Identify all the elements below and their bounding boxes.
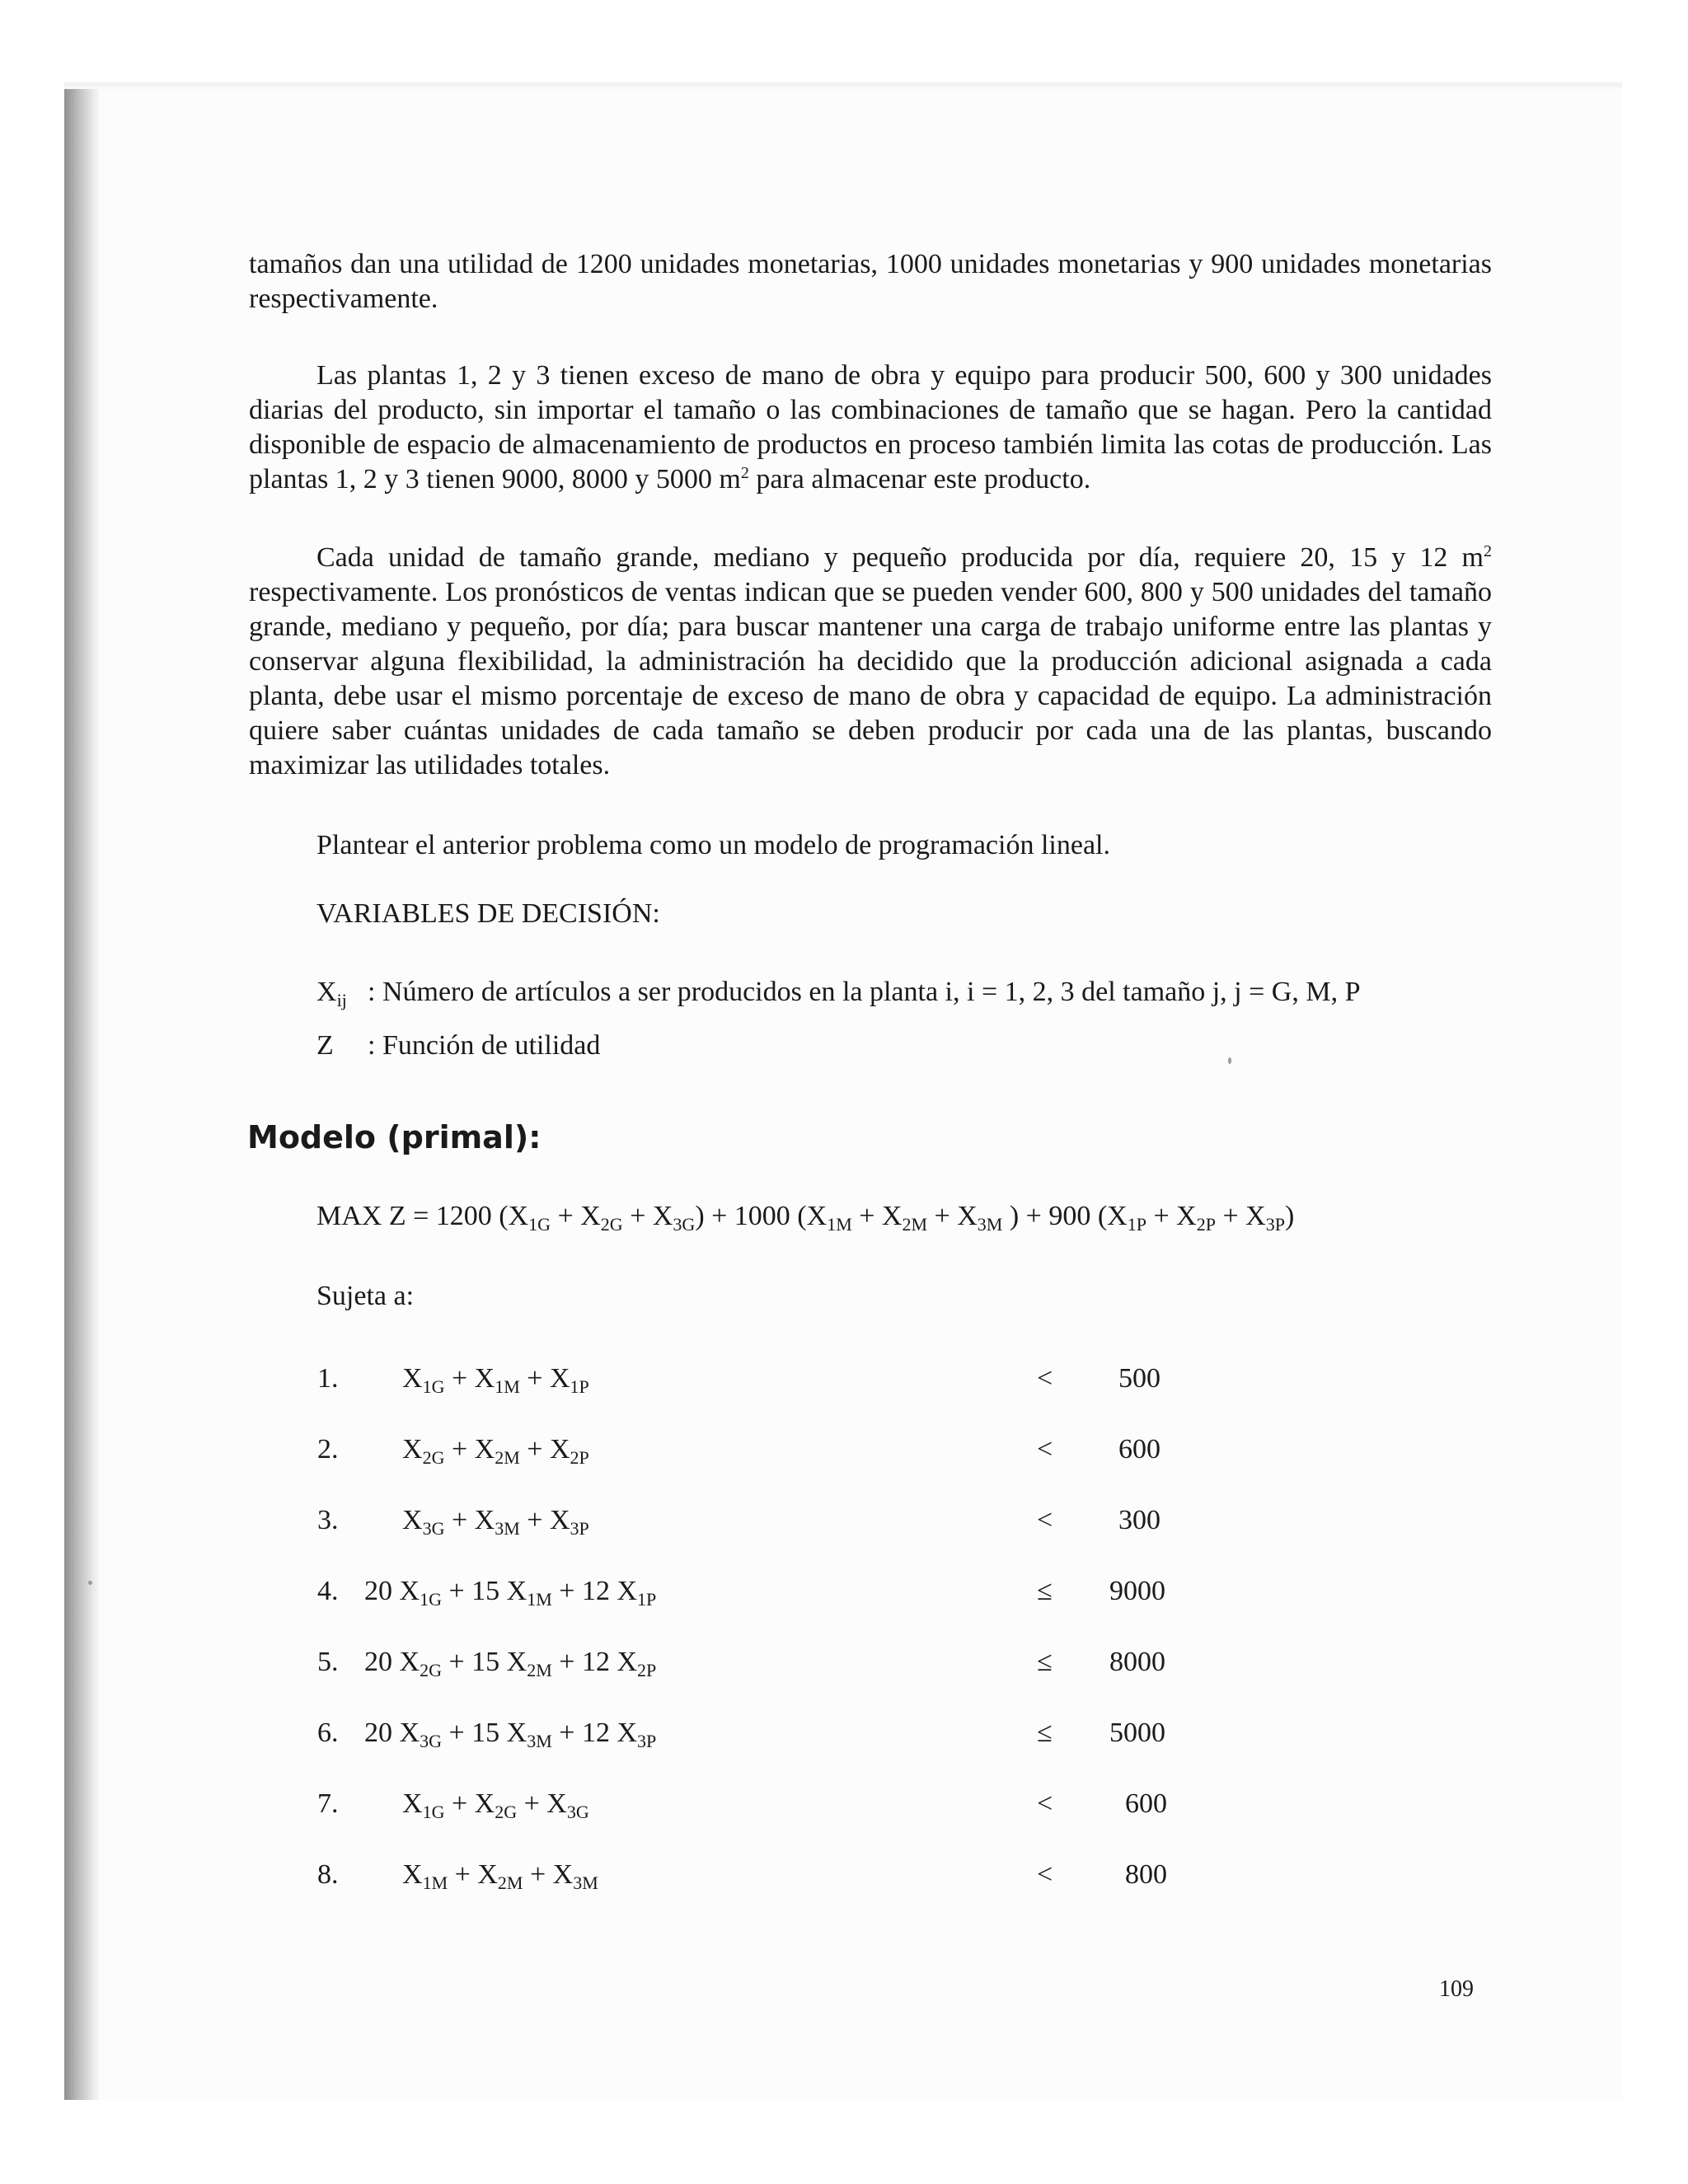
text-run: Las plantas 1, 2 y 3 tienen exceso de mano de obra y equipo para producir 500, 600 y 300 unidades diarias del producto, sin importar el tamaño o las combinaciones de tamaño que se hagan. Pero la cantidad disponible de espacio de almacenamiento de productos en proceso también limita las cotas de producción. Las plantas 1, 2 y 3 tienen 9000, 8000 y 5000 m xyxy=(249,360,1492,494)
variable: X xyxy=(617,1576,638,1606)
subscript: 3G xyxy=(420,1731,442,1751)
coefficient: + xyxy=(523,1859,553,1890)
variable: X xyxy=(474,1788,495,1819)
relation-symbol: < xyxy=(1037,1363,1053,1394)
variable: X xyxy=(474,1434,495,1465)
subscript: 3M xyxy=(977,1214,1003,1235)
objective-text: + X xyxy=(851,1201,903,1231)
text-run: Cada unidad de tamaño grande, mediano y pequeño producida por día, requiere 20, 15 y 12 m xyxy=(316,542,1484,573)
constraint-expression xyxy=(402,1503,589,1538)
coefficient: + 12 xyxy=(551,1647,617,1677)
constraint-expression xyxy=(364,1574,656,1609)
subscript: 2M xyxy=(902,1214,928,1235)
coefficient: 20 xyxy=(364,1718,400,1748)
variable: X xyxy=(399,1576,420,1606)
variable: X xyxy=(402,1363,423,1394)
subscript: 3G xyxy=(566,1802,589,1822)
subscript: 3P xyxy=(1265,1214,1285,1235)
coefficient: + xyxy=(444,1363,475,1394)
model-heading: Modelo (primal): xyxy=(247,1119,542,1155)
subscript: 3M xyxy=(495,1518,520,1539)
constraint-expression xyxy=(402,1787,589,1821)
subscript: 3G xyxy=(422,1518,445,1539)
variable: X xyxy=(617,1647,638,1677)
variable: X xyxy=(506,1647,528,1677)
constraint-row xyxy=(0,1645,1688,1686)
coefficient: + xyxy=(444,1788,475,1819)
variable: X xyxy=(506,1576,528,1606)
coefficient: + xyxy=(519,1363,550,1394)
subscript: 1P xyxy=(1127,1214,1146,1235)
subscript: 1G xyxy=(422,1802,445,1822)
subscript: 1G xyxy=(420,1589,442,1610)
symbol-letter: X xyxy=(316,977,337,1007)
subscript: 3G xyxy=(673,1214,696,1235)
right-hand-side: 300 xyxy=(1118,1505,1160,1535)
variable: X xyxy=(402,1434,423,1465)
text-run: respectivamente. Los pronósticos de ventas indican que se pueden vender 600, 800 y 500 unidades del tamaño grande, mediano y pequeño, por día; para buscar mantener una carga de trabajo uniforme entre las plantas y conservar alguna flexibilidad, la administración ha decidido que la producción adicional asignada a cada planta, debe usar el mismo porcentaje de exceso de mano de obra y capacidad de equipo. La administración quiere saber cuántas unidades de cada tamaño se deben producir por cada una de las plantas, buscando maximizar las utilidades totales. xyxy=(249,577,1492,780)
constraint-expression xyxy=(402,1361,589,1396)
subscript: 2P xyxy=(1196,1214,1216,1235)
relation-symbol: < xyxy=(1037,1859,1053,1890)
subscript: 1G xyxy=(528,1214,551,1235)
right-hand-side: 8000 xyxy=(1109,1647,1165,1677)
subscript: 2G xyxy=(495,1802,518,1822)
constraint-row xyxy=(0,1361,1688,1403)
right-hand-side: 500 xyxy=(1118,1363,1160,1394)
subscript: 1G xyxy=(422,1376,445,1397)
subscript: 2P xyxy=(637,1660,657,1680)
variable: X xyxy=(549,1505,570,1535)
relation-symbol: ≤ xyxy=(1037,1576,1053,1606)
objective-text: + X xyxy=(551,1201,601,1231)
constraint-expression xyxy=(402,1432,589,1467)
coefficient: + xyxy=(519,1434,550,1465)
superscript: 2 xyxy=(1484,542,1492,560)
coefficient: + 15 xyxy=(441,1718,507,1748)
relation-symbol: < xyxy=(1037,1434,1053,1465)
constraint-number: 1. xyxy=(317,1363,339,1394)
constraint-number: 5. xyxy=(317,1647,339,1677)
problem-statement: Plantear el anterior problema como un modelo de programación lineal. xyxy=(316,830,1110,860)
subject-to-label: Sujeta a: xyxy=(316,1281,415,1311)
relation-symbol: ≤ xyxy=(1037,1718,1053,1748)
subscript: 3P xyxy=(570,1518,589,1539)
right-hand-side: 600 xyxy=(1118,1434,1160,1465)
objective-text: + X xyxy=(927,1201,978,1231)
right-hand-side: 600 xyxy=(1125,1788,1167,1819)
scan-speck xyxy=(1228,1057,1231,1064)
constraint-row xyxy=(0,1787,1688,1828)
subscript: 3M xyxy=(527,1731,552,1751)
coefficient: + xyxy=(444,1505,475,1535)
page-number: 109 xyxy=(1439,1976,1474,2002)
constraint-expression xyxy=(364,1716,656,1750)
variable: X xyxy=(549,1434,570,1465)
coefficient: + 12 xyxy=(551,1718,617,1748)
scan-speck xyxy=(88,1581,92,1585)
subscript: 1M xyxy=(495,1376,520,1397)
constraint-number: 6. xyxy=(317,1718,339,1748)
variable: X xyxy=(474,1363,495,1394)
paragraph-text: tamaños dan una utilidad de 1200 unidades monetarias, 1000 unidades monetarias y 900 unidades monetarias respectivamente. xyxy=(249,249,1492,314)
coefficient: + 15 xyxy=(441,1647,507,1677)
variable-symbol: Z xyxy=(316,1030,334,1061)
variable: X xyxy=(399,1647,420,1677)
variable: X xyxy=(552,1859,574,1890)
subscript: 2G xyxy=(420,1660,442,1680)
subscript: 2P xyxy=(570,1447,589,1468)
relation-symbol: < xyxy=(1037,1505,1053,1535)
variable: X xyxy=(477,1859,498,1890)
variable: X xyxy=(474,1505,495,1535)
right-hand-side: 5000 xyxy=(1109,1718,1165,1748)
coefficient: + xyxy=(517,1788,547,1819)
coefficient: + xyxy=(444,1434,475,1465)
constraint-row xyxy=(0,1574,1688,1615)
constraint-row xyxy=(0,1432,1688,1474)
superscript: 2 xyxy=(740,464,749,482)
objective-text: ) xyxy=(1284,1201,1295,1231)
paragraph-utilities xyxy=(249,247,1492,316)
variable-description: : Función de utilidad xyxy=(368,1030,601,1061)
subscript: 1M xyxy=(422,1872,448,1893)
constraint-number: 2. xyxy=(317,1434,339,1465)
coefficient: + 15 xyxy=(441,1576,507,1606)
constraint-number: 4. xyxy=(317,1576,339,1606)
variables-heading: VARIABLES DE DECISIÓN: xyxy=(316,898,660,929)
subscript: 2M xyxy=(527,1660,552,1680)
variable: X xyxy=(402,1505,423,1535)
paragraph-text xyxy=(249,541,1492,783)
text-run: para almacenar este producto. xyxy=(748,464,1091,494)
variable: X xyxy=(399,1718,420,1748)
paragraph-plant-capacity xyxy=(249,359,1492,497)
constraint-row xyxy=(0,1716,1688,1757)
constraint-number: 8. xyxy=(317,1859,339,1890)
paragraph-unit-space xyxy=(249,541,1492,783)
right-hand-side: 9000 xyxy=(1109,1576,1165,1606)
subscript: 1P xyxy=(637,1589,657,1610)
variable-symbol xyxy=(316,975,368,1010)
constraint-number: 7. xyxy=(317,1788,339,1819)
constraint-expression xyxy=(364,1645,656,1680)
subscript: 1M xyxy=(827,1214,852,1235)
constraint-number: 3. xyxy=(317,1505,339,1535)
relation-symbol: ≤ xyxy=(1037,1647,1053,1677)
variable-x-definition xyxy=(316,975,1361,1010)
variable: X xyxy=(546,1788,567,1819)
coefficient: 20 xyxy=(364,1647,400,1677)
objective-text: ) + 1000 (X xyxy=(695,1201,828,1231)
variable: X xyxy=(617,1718,638,1748)
variable: X xyxy=(402,1859,423,1890)
coefficient: + xyxy=(519,1505,550,1535)
objective-function xyxy=(316,1199,1294,1234)
subscript: 2G xyxy=(600,1214,623,1235)
variable: X xyxy=(549,1363,570,1394)
variable-z-definition xyxy=(316,1029,600,1063)
variable: X xyxy=(402,1788,423,1819)
right-hand-side: 800 xyxy=(1125,1859,1167,1890)
constraint-row xyxy=(0,1503,1688,1544)
subscript: 3M xyxy=(573,1872,598,1893)
subscript: 3P xyxy=(637,1731,657,1751)
subscript: 1M xyxy=(527,1589,552,1610)
objective-text: ) + 900 (X xyxy=(1002,1201,1128,1231)
subscript: 1P xyxy=(570,1376,589,1397)
objective-text: + X xyxy=(1146,1201,1197,1231)
objective-text: MAX Z = 1200 (X xyxy=(316,1201,529,1231)
constraint-row xyxy=(0,1858,1688,1899)
paragraph-text xyxy=(249,359,1492,497)
coefficient: + xyxy=(448,1859,478,1890)
relation-symbol: < xyxy=(1037,1788,1053,1819)
constraint-expression xyxy=(402,1858,598,1892)
subscript: 2M xyxy=(497,1872,523,1893)
objective-text: + X xyxy=(622,1201,673,1231)
subscript: 2M xyxy=(495,1447,520,1468)
coefficient: 20 xyxy=(364,1576,400,1606)
variable-description: : Número de artículos a ser producidos en la planta i, i = 1, 2, 3 del tamaño j, j = G, M, P xyxy=(368,977,1361,1007)
subscript: 2G xyxy=(422,1447,445,1468)
subscript: ij xyxy=(336,990,347,1010)
variable: X xyxy=(506,1718,528,1748)
coefficient: + 12 xyxy=(551,1576,617,1606)
objective-text: + X xyxy=(1215,1201,1266,1231)
